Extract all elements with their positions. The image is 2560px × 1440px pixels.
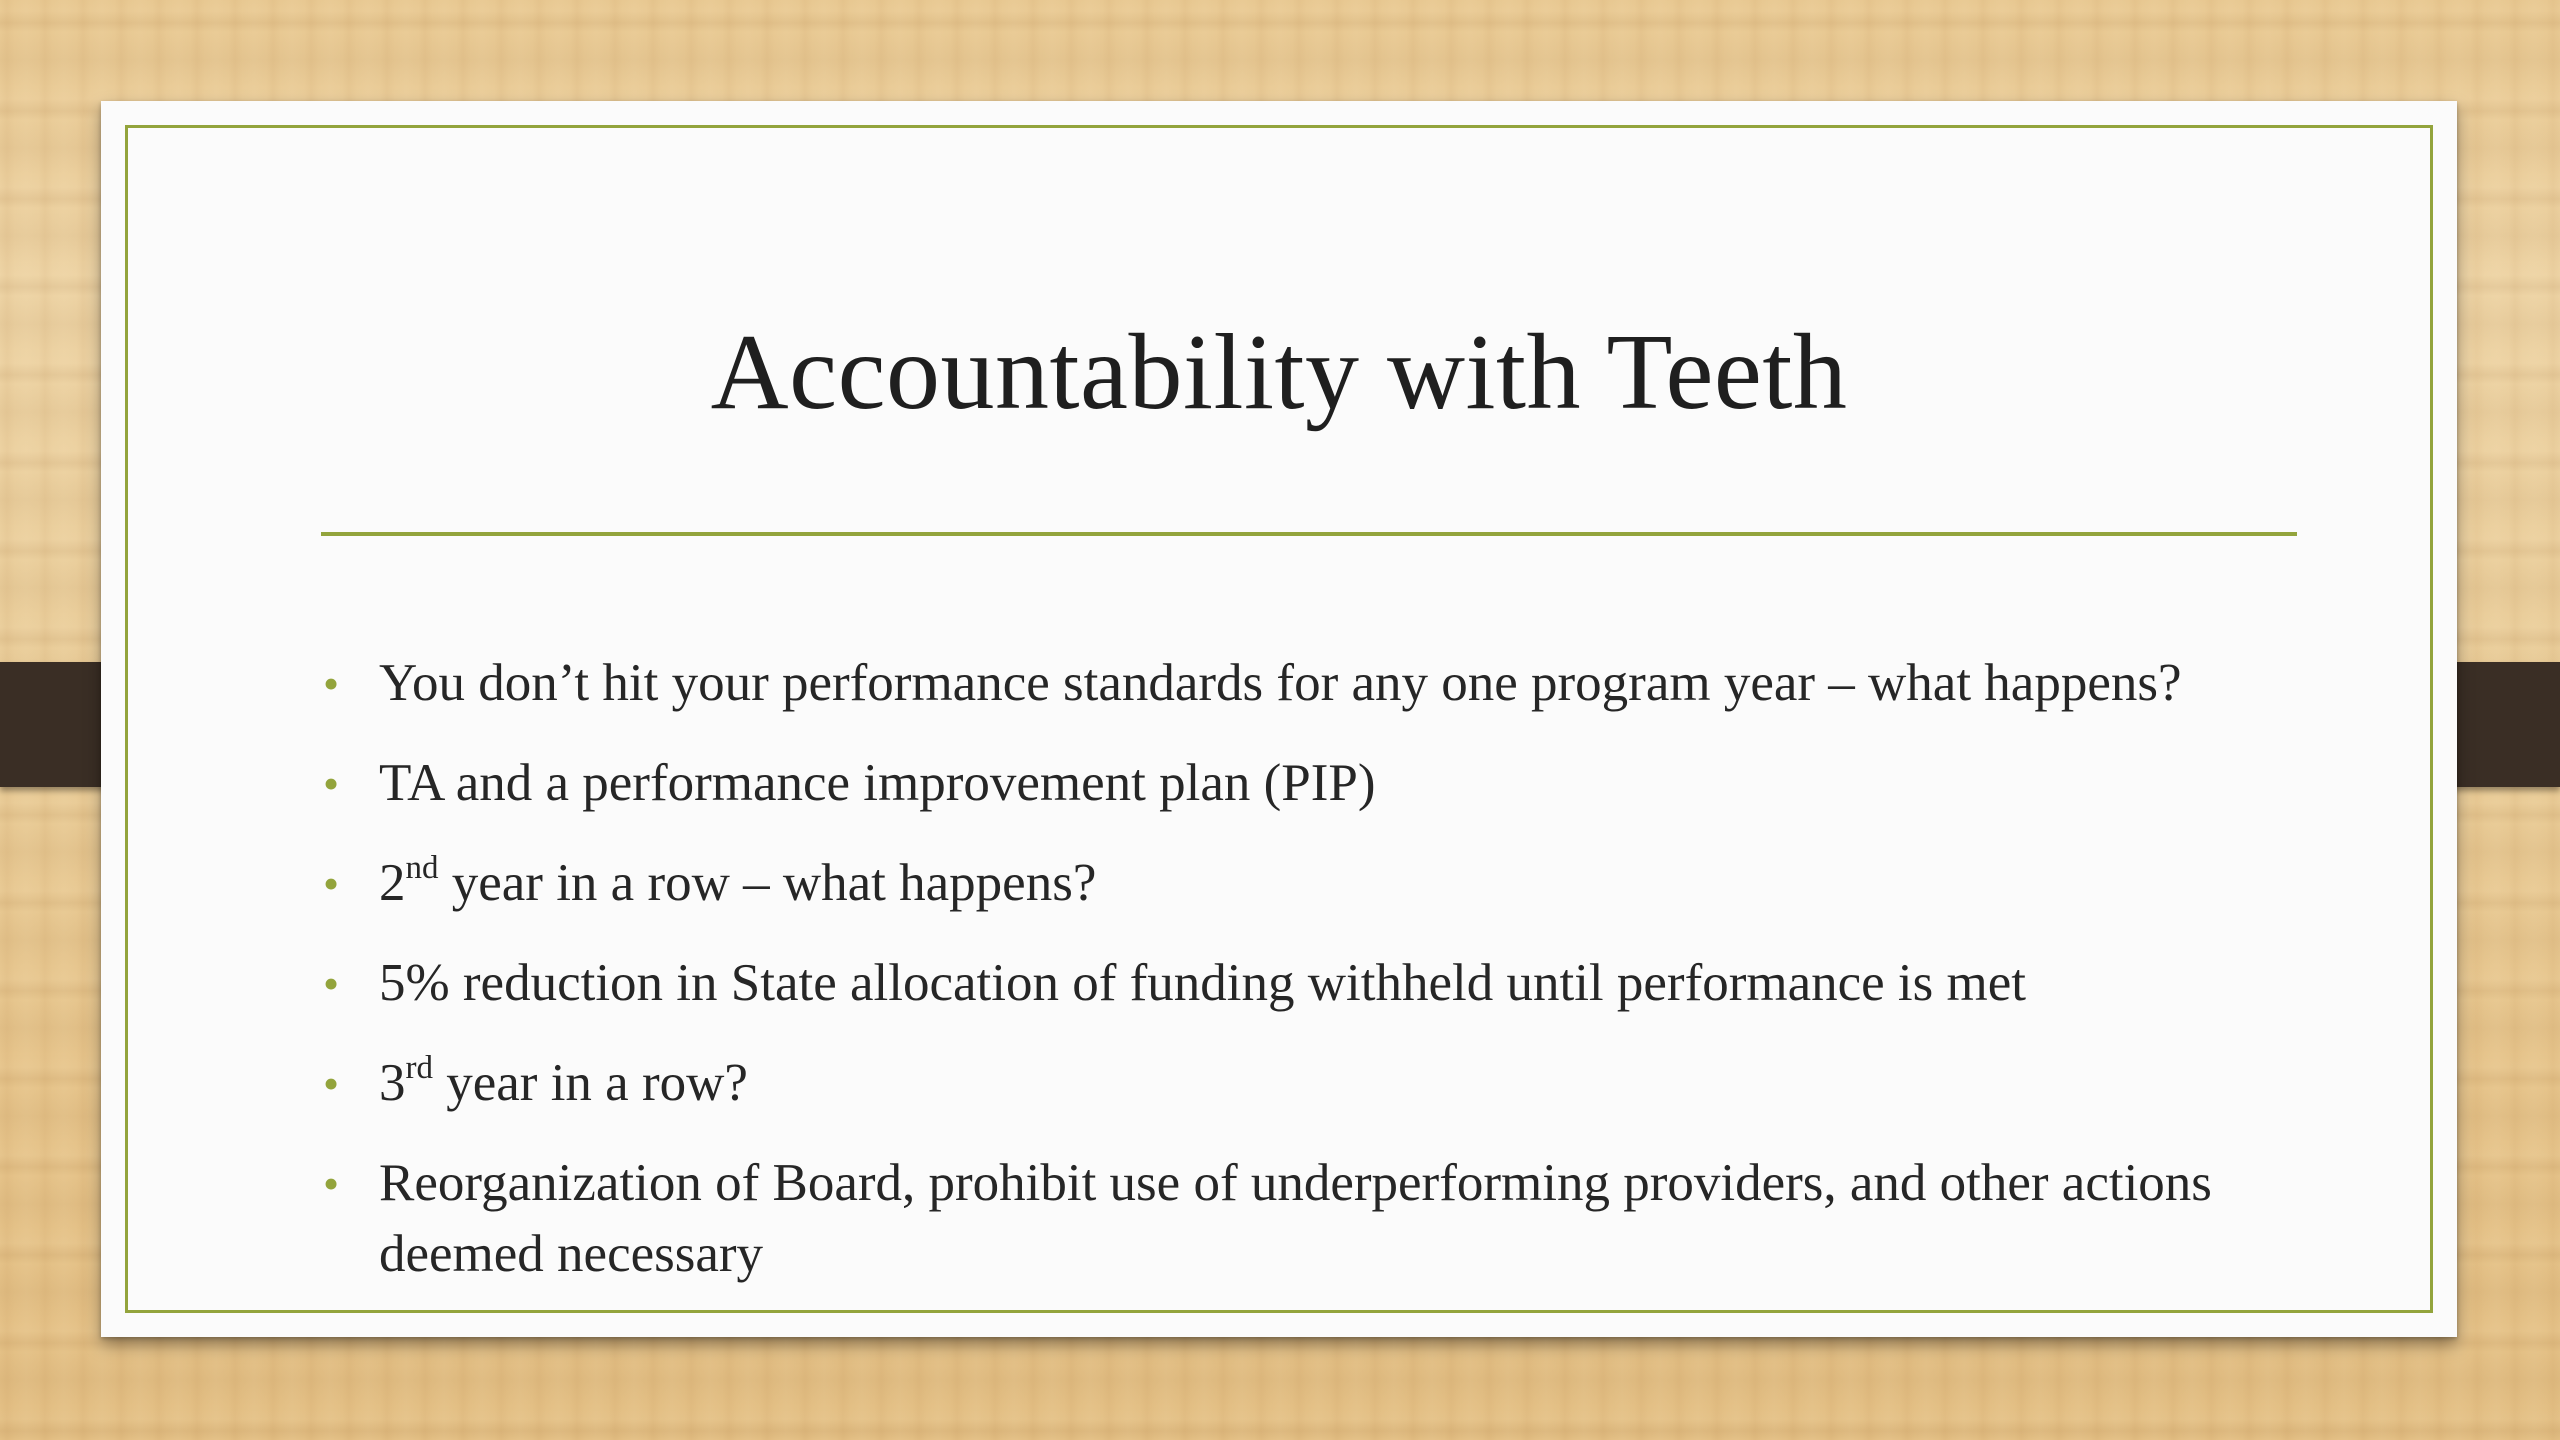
bullet-text: year in a row – what happens? (438, 854, 1097, 912)
bullet-text: TA and a performance improvement plan (PIP) (379, 754, 1376, 812)
bullet-icon: • (323, 658, 340, 709)
bullet-icon: • (323, 1058, 340, 1109)
slide-title: Accountability with Teeth (710, 313, 1848, 432)
bullet-text: year in a row? (433, 1054, 748, 1112)
bullet-ordinal-number: 2 (379, 854, 406, 912)
list-item (321, 848, 2321, 919)
bullet-icon: • (323, 758, 340, 809)
bullet-ordinal-number: 3 (379, 1054, 406, 1112)
bullet-text: Reorganization of Board, prohibit use of underperforming providers, and other actions deemed necessary (379, 1154, 2212, 1283)
list-item (321, 748, 2321, 819)
slide-frame (125, 125, 2433, 1313)
list-item (321, 948, 2321, 1019)
slide (101, 101, 2457, 1337)
title-divider (321, 532, 2297, 536)
bullet-list (321, 648, 2321, 1319)
bullet-text: 5% reduction in State allocation of funding withheld until performance is met (379, 954, 2026, 1012)
bullet-icon: • (323, 858, 340, 909)
list-item (321, 1048, 2321, 1119)
bullet-icon: • (323, 958, 340, 1009)
bullet-icon: • (323, 1158, 340, 1209)
list-item (321, 1148, 2321, 1290)
bullet-ordinal-suffix: nd (405, 850, 439, 886)
list-item (321, 648, 2321, 719)
bullet-ordinal-suffix: rd (405, 1050, 433, 1086)
bullet-text: You don’t hit your performance standards for any one program year – what happens? (379, 654, 2182, 712)
